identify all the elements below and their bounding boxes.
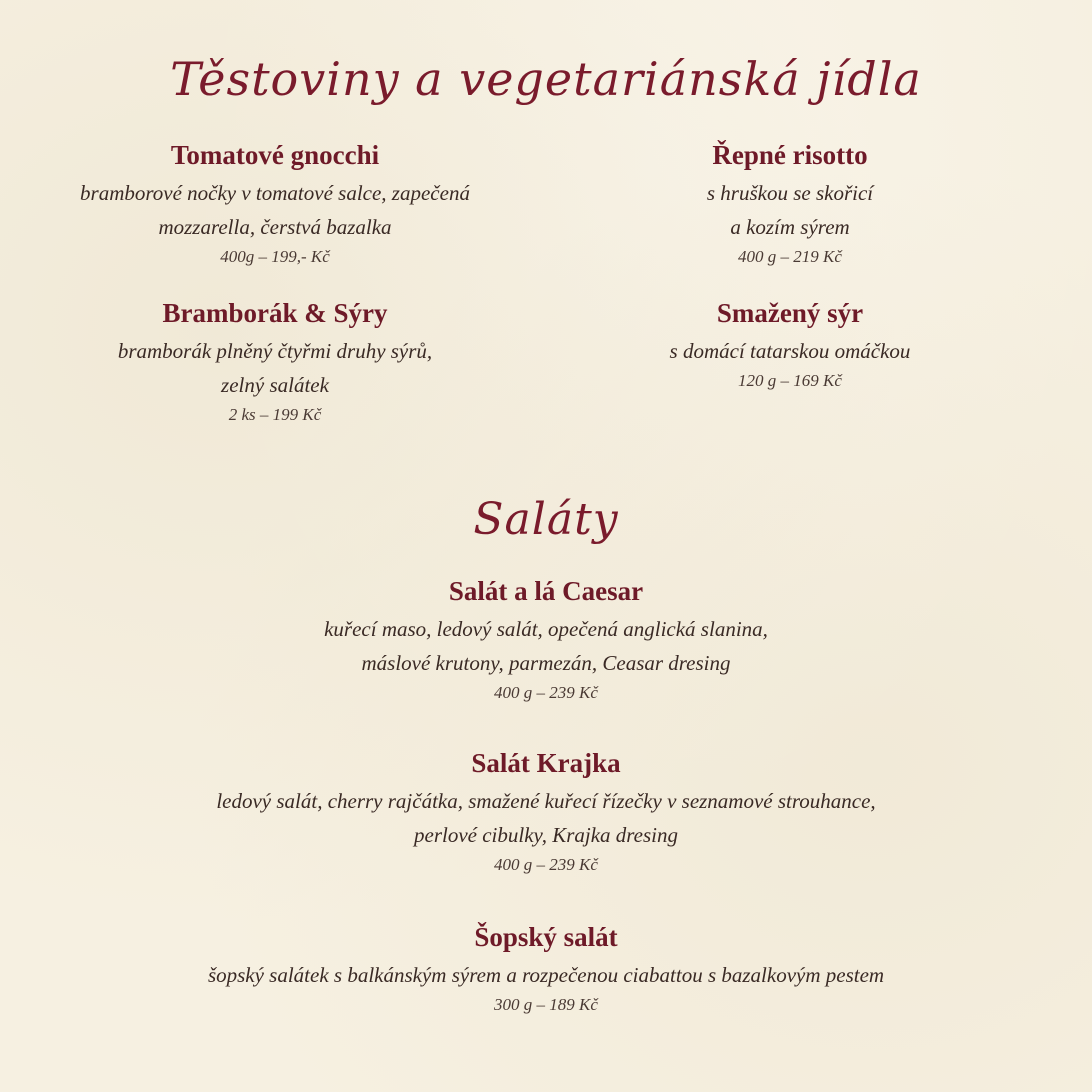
dish-name: Salát a lá Caesar [448,576,644,606]
dish-description-line: ledový salát, cherry rajčátka, smažené kuřecí řízečky v seznamové strouhance, [216,789,876,813]
dish-price: 2 ks – 199 Kč [228,405,322,424]
dish-price: 400 g – 239 Kč [494,855,598,874]
dish-description-line: bramborové nočky v tomatové salce, zapečená [80,181,470,205]
dish-description-line: mozzarella, čerstvá bazalka [158,215,392,239]
dish-name: Bramborák & Sýry [162,298,388,328]
dish-price: 300 g – 189 Kč [494,995,598,1014]
dish-price: 400g – 199,- Kč [220,247,330,266]
menu-item-salat-krajka [96,746,996,878]
dish-price: 400 g – 239 Kč [494,683,598,702]
dish-description-line: zelný salátek [221,373,329,397]
dish-description-line: bramborák plněný čtyřmi druhy sýrů, [117,339,433,363]
dish-description-line: s hruškou se skořicí [706,181,874,205]
dish-description-line: perlové cibulky, Krajka dresing [414,823,678,847]
menu-item-repne-risotto [560,138,1020,270]
menu-item-salat-caesar [96,574,996,706]
menu-item-bramborak-syry [40,296,510,428]
menu-item-tomatove-gnocchi [40,138,510,270]
dish-name: Řepné risotto [712,140,868,170]
dish-price: 400 g – 219 Kč [738,247,842,266]
section-title-pasta-vegetarian: Těstoviny a vegetariánská jídla [170,52,922,106]
menu-item-smazeny-syr [560,296,1020,394]
dish-description-line: máslové krutony, parmezán, Ceasar dresing [361,651,731,675]
dish-description-line: šopský salátek s balkánským sýrem a rozpečenou ciabattou s bazalkovým pestem [207,963,885,987]
dish-description-line: a kozím sýrem [730,215,850,239]
dish-name: Tomatové gnocchi [170,140,380,170]
dish-name: Šopský salát [474,922,618,952]
dish-name: Salát Krajka [471,748,621,778]
menu-item-sopsky-salat [96,920,996,1018]
dish-description-line: kuřecí maso, ledový salát, opečená anglická slanina, [324,617,768,641]
dish-price: 120 g – 169 Kč [738,371,842,390]
dish-description-line: s domácí tatarskou omáčkou [669,339,911,363]
dish-name: Smažený sýr [716,298,864,328]
section-title-salads: Saláty [473,494,619,545]
